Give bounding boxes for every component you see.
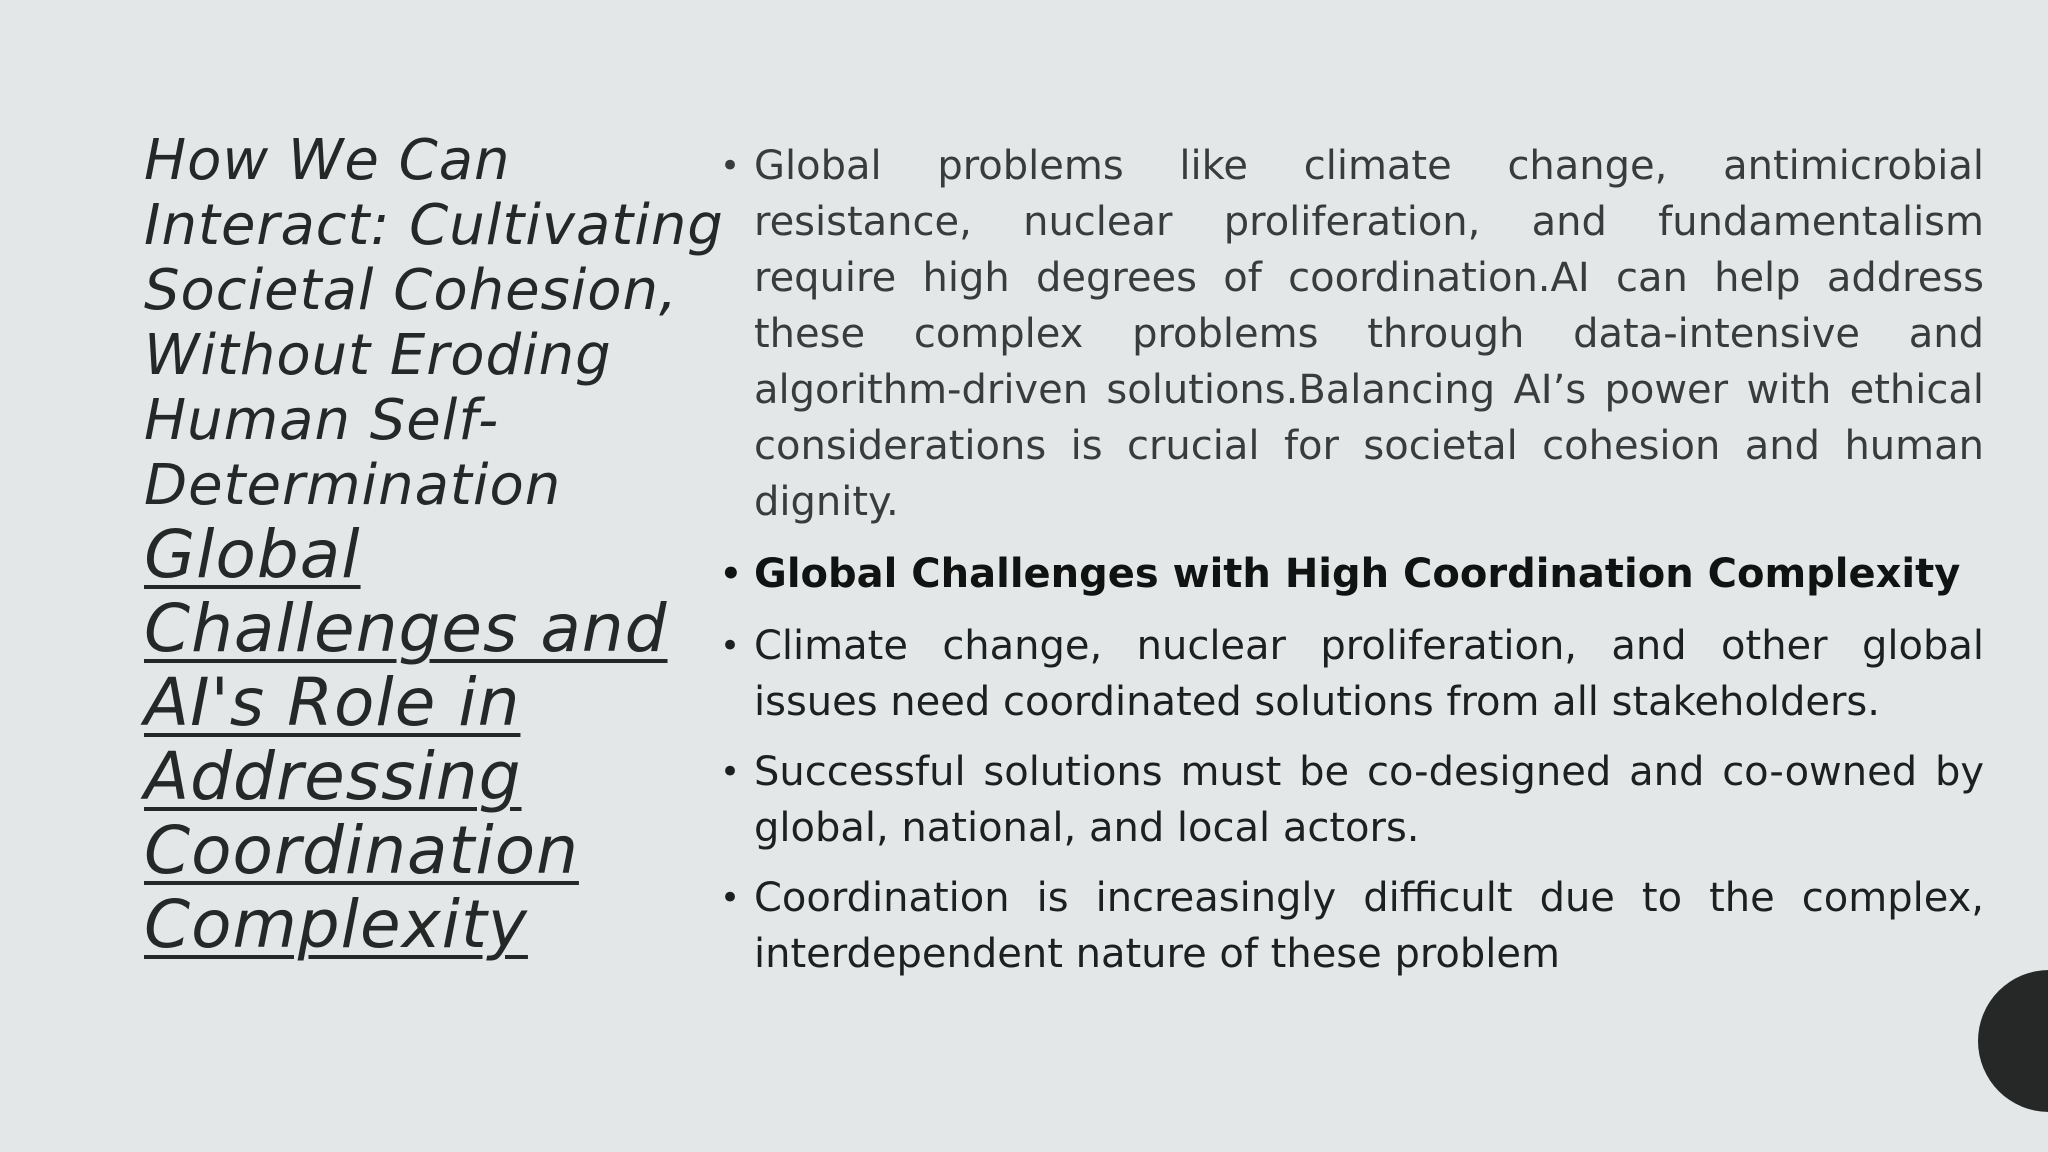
- bullet-marker: •: [720, 626, 741, 666]
- bullet-item-heading: [714, 546, 1984, 602]
- bullet-marker: •: [720, 146, 741, 186]
- content-block: [714, 138, 1984, 996]
- bullet-marker: •: [720, 878, 741, 918]
- bullet-item-intro: [714, 138, 1984, 530]
- bullet-text: Climate change, nuclear proliferation, and other global issues need coordinated solutions from all stakeholders.: [754, 623, 1984, 725]
- bullet-text: Successful solutions must be co-designed and co-owned by global, national, and local actors.: [754, 749, 1984, 851]
- bullet-item-climate: [714, 618, 1984, 730]
- title-block: [144, 128, 744, 962]
- slide-subtitle: How We Can Interact: Cultivating Societal Cohesion, Without Eroding Human Self-Determination: [144, 128, 724, 518]
- bullet-text: Coordination is increasingly difficult due to the complex, interdependent nature of these problem: [754, 875, 1984, 977]
- bullet-item-solutions: [714, 744, 1984, 856]
- decorative-circle: [1978, 970, 2048, 1112]
- bullet-item-coordination: [714, 870, 1984, 982]
- bullet-marker: •: [720, 554, 742, 594]
- bullet-marker: •: [720, 752, 741, 792]
- slide-title: Global Challenges and AI's Role in Addressing Coordination Complexity: [144, 516, 668, 963]
- bullet-text: Global Challenges with High Coordination Complexity: [754, 551, 1961, 597]
- bullet-text: Global problems like climate change, antimicrobial resistance, nuclear proliferation, and fundamentalism require high degrees of coordination.AI can help address these complex problems through data-intensive and algorithm-driven solutions.Balancing AI’s power with ethical considerations is crucial for societal cohesion and human dignity.: [754, 143, 1984, 525]
- bullet-list: [714, 138, 1984, 982]
